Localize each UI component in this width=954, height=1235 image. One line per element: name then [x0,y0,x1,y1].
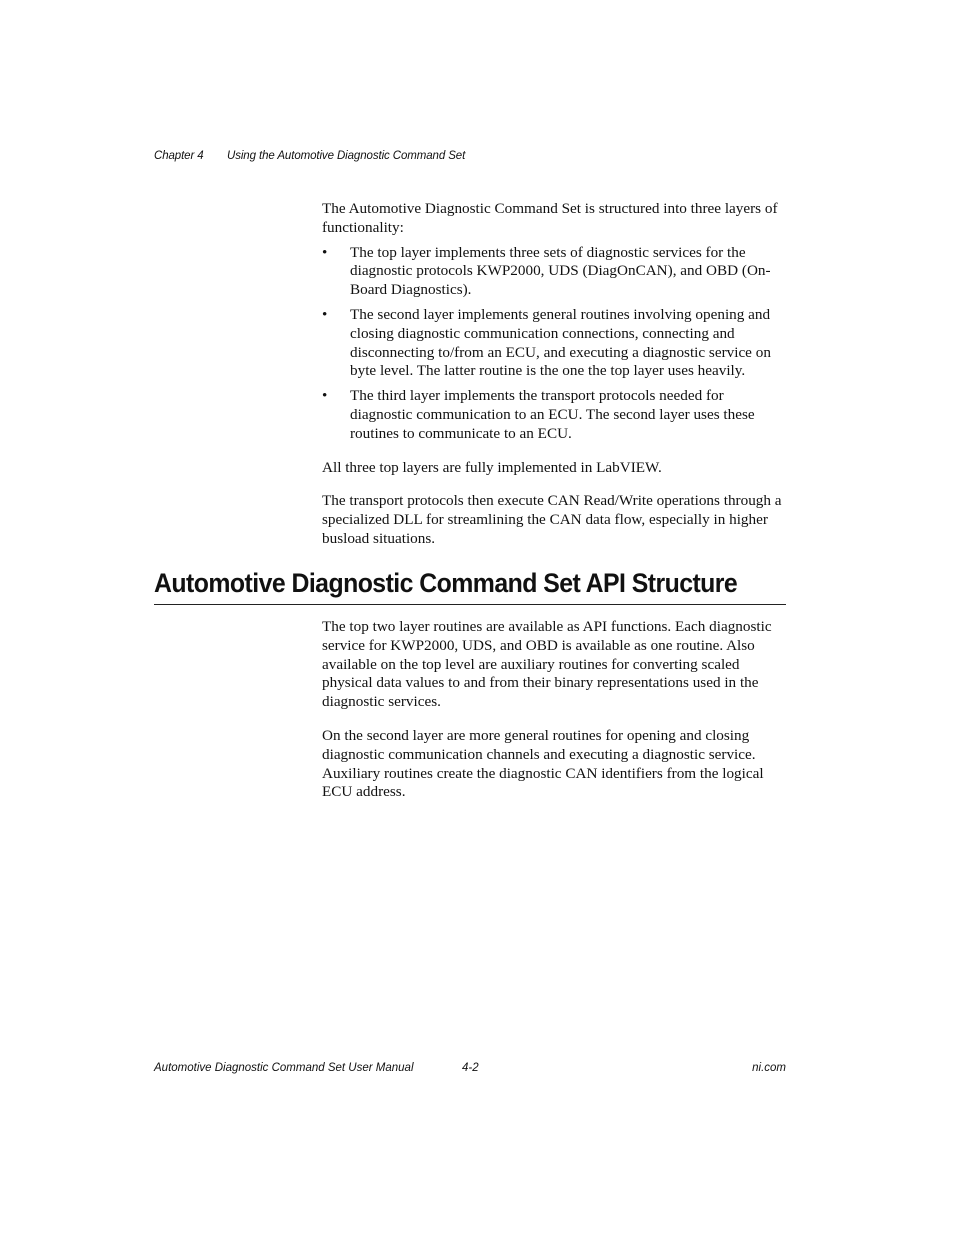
api-paragraph-2: On the second layer are more general routines for opening and closing diagnostic communication channels and executing a diagnostic service. Auxiliary routines create the diagnostic CAN identifiers from the logical ECU address. [322,726,764,801]
footer-manual-title: Automotive Diagnostic Command Set User Manual [154,1062,414,1074]
bullet-icon: • [322,305,328,323]
layer-list [322,244,786,444]
list-item-text: The top layer implements three sets of diagnostic services for the diagnostic protocols KWP2000, UDS (DiagOnCAN), and OBD (On-Board Diagnostics). [350,243,771,299]
list-item-text: The second layer implements general routines involving opening and closing diagnostic communication connections, connecting and disconnecting to/from an ECU, and executing a diagnostic service on byte level. The latter routine is the one the top layer uses heavily. [350,305,771,380]
chapter-label: Chapter 4 [154,150,204,162]
list-item [322,244,786,300]
api-paragraph-1: The top two layer routines are available as API functions. Each diagnostic service for KWP2000, UDS, and OBD is available as one routine. Also available on the top level are auxiliary routines for converting scaled physical data values to and from their binary representations used in the diagnostic services. [322,618,772,711]
transport-paragraph: The transport protocols then execute CAN Read/Write operations through a specialized DLL for streamlining the CAN data flow, especially in higher busload situations. [322,492,782,547]
chapter-title: Using the Automotive Diagnostic Command Set [227,150,466,162]
section-heading: Automotive Diagnostic Command Set API Structure [154,568,738,598]
heading-rule [154,604,786,605]
intro-paragraph: The Automotive Diagnostic Command Set is structured into three layers of functionality: [322,200,778,236]
list-item [322,387,786,443]
list-item-text: The third layer implements the transport protocols needed for diagnostic communication to an ECU. The second layer uses these routines to communicate to an ECU. [350,387,755,442]
footer-page-number: 4-2 [462,1062,479,1074]
intro-section [322,200,786,549]
running-header [154,150,465,162]
footer-website: ni.com [752,1062,786,1074]
bullet-icon: • [322,387,328,405]
labview-paragraph: All three top layers are fully implemented in LabVIEW. [322,458,662,476]
list-item [322,306,786,381]
bullet-icon: • [322,243,328,261]
api-structure-section [322,618,786,802]
